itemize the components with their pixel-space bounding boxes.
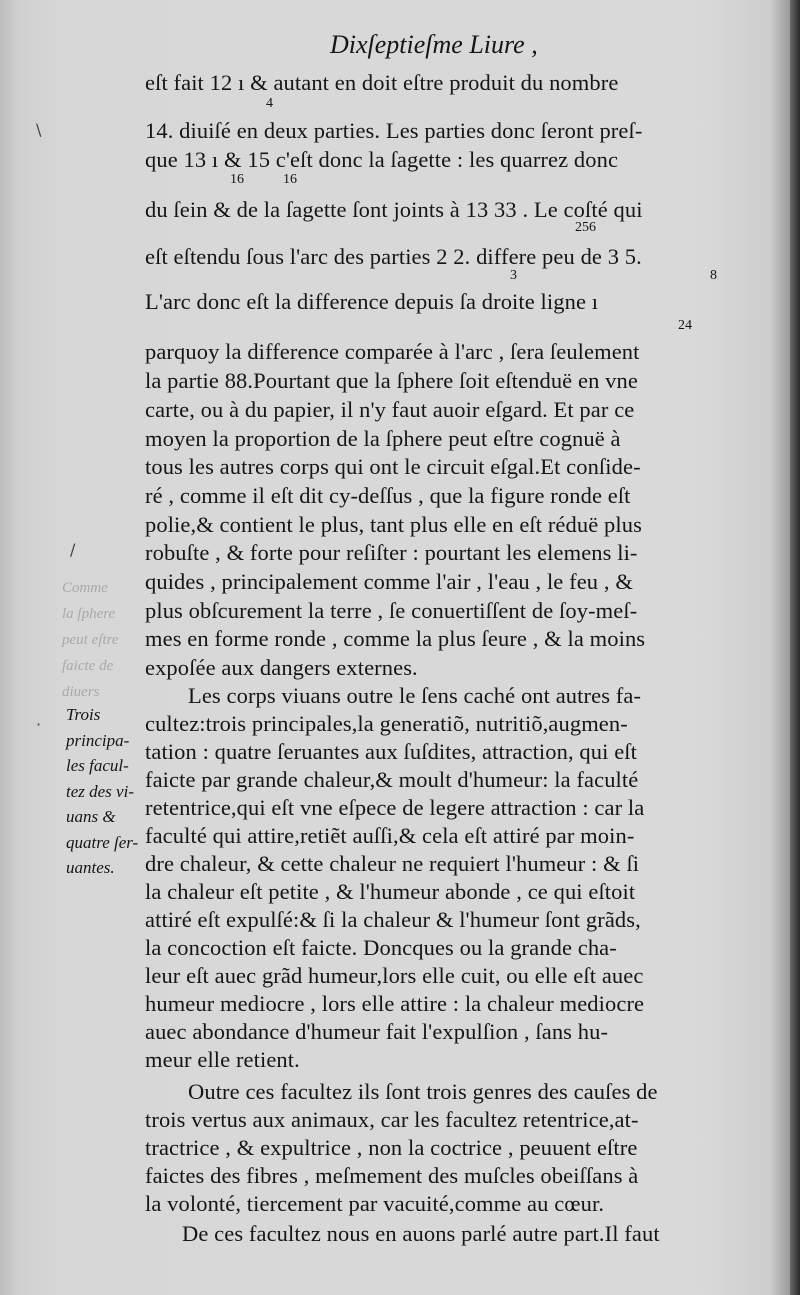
margin-note-line: les facul-	[66, 756, 129, 775]
text-line: Les corps viuans outre le ſens caché ont autres fa-	[188, 683, 642, 708]
text-line: faictes des fibres , meſmement des muſcles obeiſſans à	[145, 1163, 639, 1188]
margin-note	[66, 702, 146, 881]
text-line: carte, ou à du papier, il n'y faut auoir eſgard. Et par ce	[145, 397, 635, 422]
text-line: du ſein & de la ſagette ſont joints à 13 33 . Le coſté qui	[145, 197, 643, 222]
text-line: dre chaleur, & cette chaleur ne requiert l'humeur : & ſi	[145, 851, 640, 876]
text-line: la chaleur eſt petite , & l'humeur abonde , ce qui eſtoit	[145, 879, 636, 904]
fraction-denominator: 3	[510, 268, 517, 283]
text-line: la concoction eſt faicte. Doncques ou la grande cha-	[145, 935, 617, 960]
text-line: que 13 ı & 15 c'eſt donc la ſagette : les quarrez donc	[145, 147, 619, 172]
text-line: mes en forme ronde , comme la plus ſeure , & la moins	[145, 626, 646, 651]
text-line: eſt fait 12 ı & autant en doit eſtre produit du nombre	[145, 70, 619, 95]
text-line: faicte par grande chaleur,& moult d'humeur: la faculté	[145, 767, 639, 792]
margin-note-line: principa-	[66, 730, 130, 750]
text-line: tation : quatre ſeruantes aux ſuſdites, attraction, qui eſt	[145, 739, 638, 764]
text-line: la partie 88.Pourtant que la ſphere ſoit eſtenduë en vne	[145, 368, 638, 393]
text-line: polie,& contient le plus, tant plus elle en eſt réduë plus	[145, 512, 642, 537]
text-line: tous les autres corps qui ont le circuit eſgal.Et conſide-	[145, 454, 641, 479]
text-line: De ces facultez nous en auons parlé autre part.Il faut	[182, 1221, 660, 1246]
text-line: eſt eſtendu ſous l'arc des parties 2 2. differe peu de 3 5.	[145, 244, 642, 269]
page-header: Dixſeptieſme Liure ,	[330, 30, 538, 59]
margin-note-line: uantes.	[66, 858, 115, 877]
stray-mark: \	[36, 120, 42, 139]
text-line: attiré eſt expulſé:& ſi la chaleur & l'humeur ſont grãds,	[145, 907, 641, 932]
text-line: 14. diuiſé en deux parties. Les parties donc ſeront preſ-	[145, 118, 643, 143]
text-line: leur eſt auec grãd humeur,lors elle cuit, ou elle eſt auec	[145, 963, 644, 988]
text-line: la volonté, tiercement par vacuité,comme au cœur.	[145, 1191, 605, 1216]
margin-note-line: quatre ſer-	[66, 832, 139, 852]
text-line: moyen la proportion de la ſphere peut eſtre cognuë à	[145, 426, 621, 451]
stray-mark: ·	[36, 715, 42, 734]
text-line: humeur mediocre , lors elle attire : la chaleur mediocre	[145, 991, 645, 1016]
text-line: L'arc donc eſt la difference depuis ſa droite ligne ı	[145, 289, 599, 314]
fraction-denominator: 8	[710, 268, 717, 283]
page-gutter-shadow	[790, 0, 800, 1295]
fraction-denominator: 4	[266, 96, 273, 111]
fraction-denominator: 24	[678, 318, 692, 333]
text-line: robuſte , & forte pour reſiſter : pourtant les elemens li-	[145, 540, 638, 565]
fraction-denominator: 256	[575, 220, 596, 235]
text-line: parquoy la difference comparée à l'arc , ſera ſeulement	[145, 339, 640, 364]
text-line: cultez:trois principales,la generatiõ, nutritiõ,augmen-	[145, 711, 628, 736]
text-line: plus obſcurement la terre , ſe conuertiſſent de ſoy-meſ-	[145, 598, 638, 623]
margin-note-line: tez des vi-	[66, 781, 134, 801]
text-line: Outre ces facultez ils ſont trois genres des cauſes de	[188, 1079, 658, 1104]
text-line: retentrice,qui eſt vne eſpece de legere attraction : car la	[145, 795, 645, 820]
text-line: auec abondance d'humeur fait l'expulſion , ſans hu-	[145, 1019, 609, 1044]
text-line: trois vertus aux animaux, car les facultez retentrice,at-	[145, 1107, 639, 1132]
margin-note-line: Trois	[66, 705, 101, 724]
margin-note-line: uans &	[66, 807, 116, 826]
text-line: faculté qui attire,retiẽt auſſi,& cela eſt attiré par moin-	[145, 823, 635, 848]
stray-mark: /	[70, 540, 76, 559]
text-line: ré , comme il eſt dit cy-deſſus , que la figure ronde eſt	[145, 483, 631, 508]
show-through-text: Comme la ſphere peut eſtre faicte de diuers	[62, 580, 119, 700]
fraction-denominator: 16	[283, 172, 297, 187]
text-line: expoſée aux dangers externes.	[145, 655, 418, 680]
fraction-denominator: 16	[230, 172, 244, 187]
text-line: quides , principalement comme l'air , l'eau , le feu , &	[145, 569, 633, 594]
text-line: tractrice , & expultrice , non la coctrice , peuuent eſtre	[145, 1135, 638, 1160]
text-line: meur elle retient.	[145, 1047, 300, 1072]
